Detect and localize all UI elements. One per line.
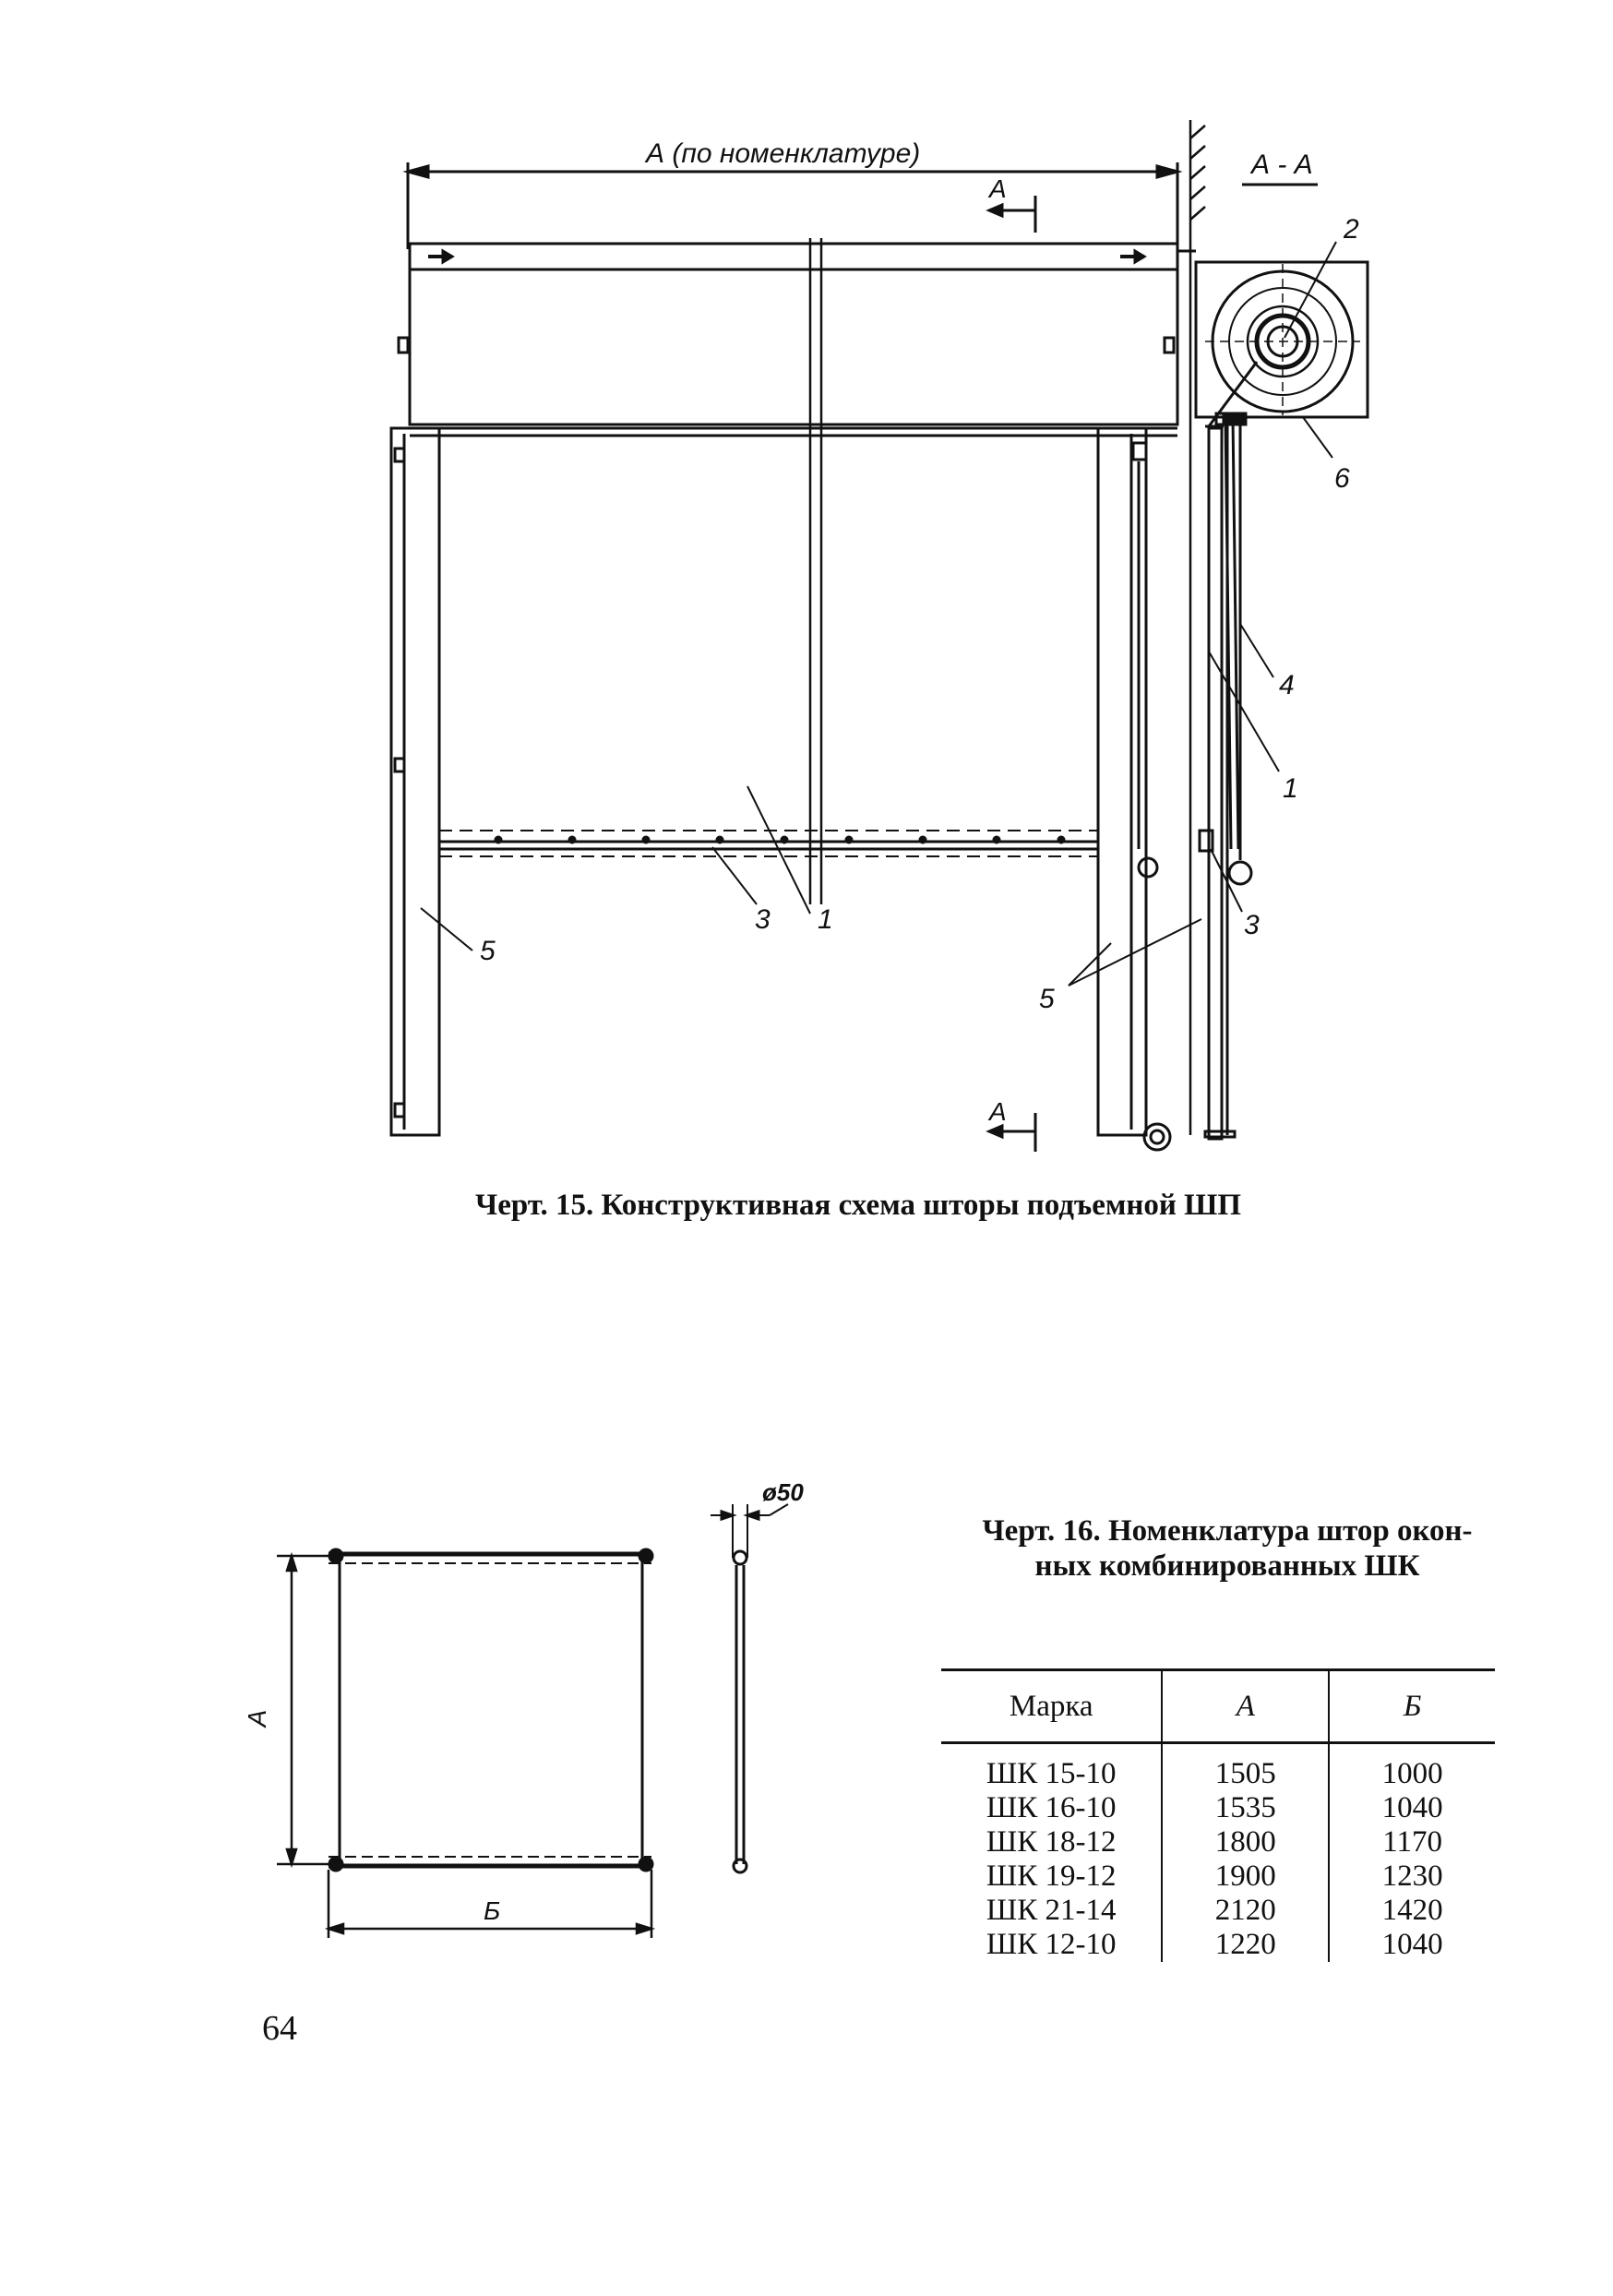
svg-text:5: 5	[1039, 984, 1055, 1014]
cell-b: 1040	[1381, 1791, 1443, 1824]
table-row	[941, 1928, 1495, 1962]
table-row	[941, 1825, 1495, 1860]
diameter-label: ø50	[762, 1478, 804, 1506]
svg-text:6: 6	[1334, 463, 1350, 494]
cell-mark: ШК 16-10	[941, 1791, 1162, 1825]
cell-mark: ШК 18-12	[941, 1825, 1162, 1860]
svg-text:3: 3	[1244, 910, 1260, 940]
cell-b: 1040	[1381, 1928, 1443, 1961]
svg-text:5: 5	[480, 936, 496, 966]
figure-16-caption	[941, 1513, 1513, 1584]
header-a: А	[1162, 1670, 1329, 1743]
cell-mark: ШК 21-14	[941, 1894, 1162, 1928]
dimension-a	[408, 138, 1177, 249]
label-b: Б	[484, 1896, 501, 1925]
cell-a: 1220	[1162, 1928, 1329, 1962]
page-number: 64	[262, 2009, 297, 2048]
figure-15-caption: Черт. 15. Конструктивная схема шторы подъемной ШП	[475, 1189, 1242, 1222]
bottom-bar	[439, 831, 1098, 856]
section-view-title: А - А	[1251, 149, 1313, 180]
cell-mark: ШК 12-10	[941, 1928, 1162, 1962]
frame-front	[329, 1549, 652, 1871]
dimension-a-label: А (по номенклатуре)	[646, 138, 921, 169]
svg-text:3: 3	[755, 904, 771, 935]
cell-mark: ШК 19-12	[941, 1860, 1162, 1894]
wall-hatching	[1190, 120, 1205, 1135]
cell-a: 1535	[1162, 1791, 1329, 1825]
svg-text:А: А	[989, 1097, 1007, 1126]
cell-b: 1420	[1381, 1894, 1443, 1927]
guide-left	[391, 428, 439, 1135]
cell-a: 1505	[1162, 1743, 1329, 1792]
dimension-b-fig16	[329, 1870, 651, 1938]
nomenclature-table	[941, 1668, 1495, 1962]
front-callouts	[421, 786, 833, 966]
cell-b: 1170	[1382, 1825, 1442, 1859]
figure-16-caption-line2: ных комбинированных ШК	[1034, 1549, 1420, 1583]
header-b: Б	[1329, 1670, 1495, 1743]
label-a: А	[243, 1709, 271, 1728]
figure-16-drawing	[240, 1477, 804, 1956]
section-callouts	[1039, 214, 1359, 1014]
section-mark-top	[987, 174, 1035, 233]
table-row	[941, 1860, 1495, 1894]
guide-right	[1098, 428, 1170, 1150]
svg-text:1: 1	[818, 904, 833, 935]
table-header-row	[941, 1670, 1495, 1743]
cell-a: 2120	[1162, 1894, 1329, 1928]
cell-b: 1000	[1381, 1757, 1443, 1790]
cell-a: 1800	[1162, 1825, 1329, 1860]
dimension-a-fig16	[243, 1556, 329, 1864]
frame-side	[711, 1478, 804, 1872]
header-mark: Марка	[941, 1670, 1162, 1743]
cell-mark: ШК 15-10	[941, 1743, 1162, 1792]
table-row	[941, 1894, 1495, 1928]
center-break	[810, 238, 821, 904]
figure-16-caption-line1: Черт. 16. Номенклатура штор окон-	[982, 1514, 1473, 1548]
svg-text:2: 2	[1344, 214, 1359, 245]
section-view-aa	[1196, 149, 1368, 1139]
svg-text:1: 1	[1283, 773, 1298, 804]
cell-b: 1230	[1381, 1860, 1443, 1893]
svg-text:А: А	[989, 174, 1007, 203]
svg-text:4: 4	[1279, 670, 1295, 700]
roller-box	[399, 244, 1196, 436]
section-mark-bottom	[987, 1097, 1035, 1152]
cell-a: 1900	[1162, 1860, 1329, 1894]
table-row	[941, 1743, 1495, 1792]
table-row	[941, 1791, 1495, 1825]
